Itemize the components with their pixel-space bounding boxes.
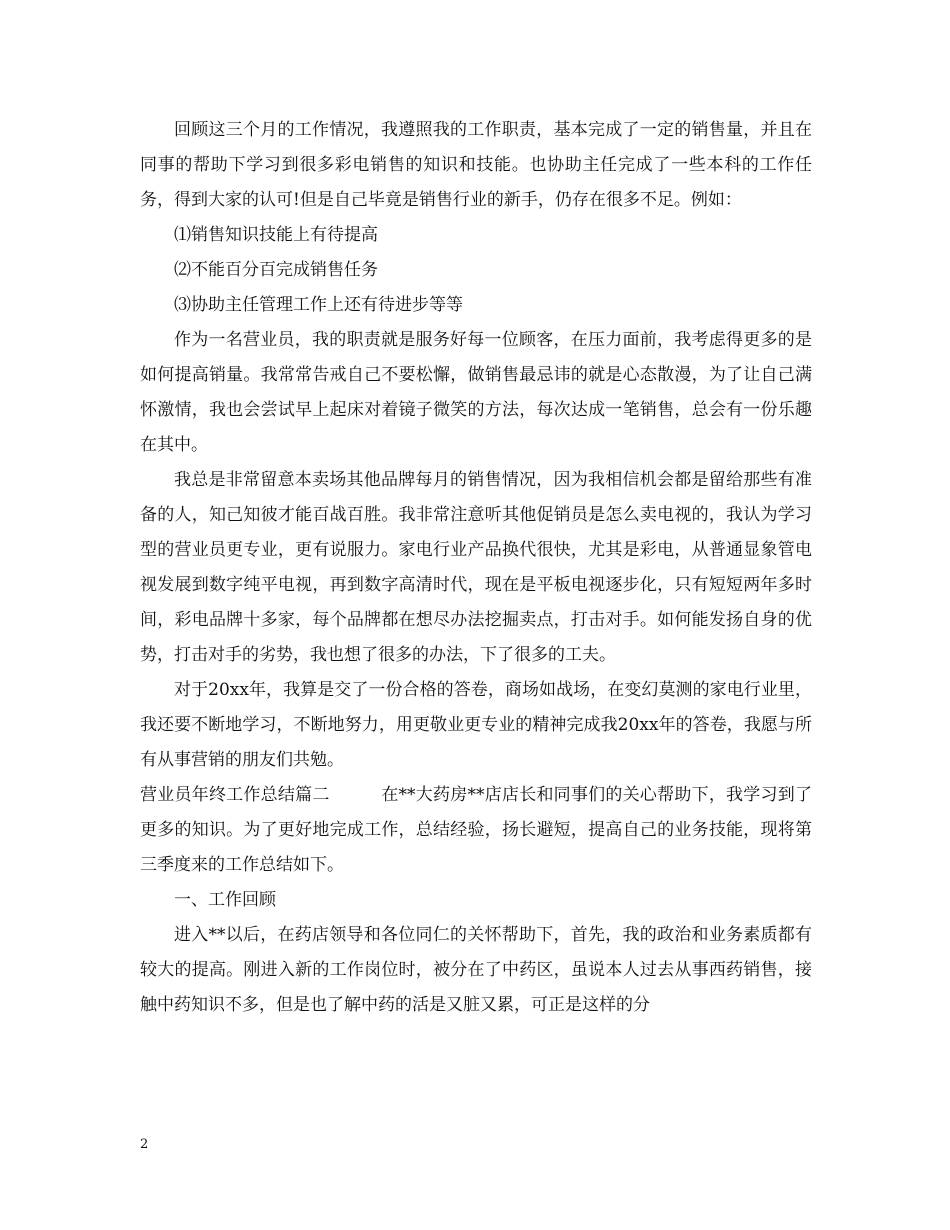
paragraph-conclusion: 对于20xx年，我算是交了一份合格的答卷，商场如战场，在变幻莫测的家电行业里，我还要不断地学习，不断地努力，用更敬业更专业的精神完成我20xx年的答卷，我愿与所有从事营销的朋友们共勉。 <box>140 680 812 770</box>
paragraph-duty: 作为一名营业员，我的职责就是服务好每一位顾客，在压力面前，我考虑得更多的是如何提高销量。我常常告戒自己不要松懈，做销售最忌讳的就是心态散漫，为了让自己满怀激情，我也会尝试早上起床对着镜子微笑的方法，每次达成一笔销售，总会有一份乐趣在其中。 <box>140 330 812 455</box>
document-body <box>140 113 812 1023</box>
paragraph-section-two: 营业员年终工作总结篇二 在**大药房**店店长和同事们的关心帮助下，我学习到了更多的知识。为了更好地完成工作，总结经验，扬长避短，提高自己的业务技能，现将第三季度来的工作总结如下。 <box>140 785 812 875</box>
list-item-1: ⑴销售知识技能上有待提高 <box>174 225 378 245</box>
list-item-2: ⑵不能百分百完成销售任务 <box>174 260 378 280</box>
list-item-3: ⑶协助主任管理工作上还有待进步等等 <box>174 295 463 315</box>
page-number: 2 <box>140 1137 149 1152</box>
paragraph-work-review: 进入**以后，在药店领导和各位同仁的关怀帮助下，首先，我的政治和业务素质都有较大的提高。刚进入新的工作岗位时，被分在了中药区，虽说本人过去从事西药销售，接触中药知识不多，但是也了解中药的活是又脏又累，可正是这样的分 <box>140 925 812 1015</box>
paragraph-review: 回顾这三个月的工作情况，我遵照我的工作职责，基本完成了一定的销售量，并且在同事的帮助下学习到很多彩电销售的知识和技能。也协助主任完成了一些本科的工作任务，得到大家的认可!但是自己毕竟是销售行业的新手，仍存在很多不足。例如： <box>140 120 812 210</box>
paragraph-market: 我总是非常留意本卖场其他品牌每月的销售情况，因为我相信机会都是留给那些有准备的人，知己知彼才能百战百胜。我非常注意听其他促销员是怎么卖电视的，我认为学习型的营业员更专业，更有说服力。家电行业产品换代很快，尤其是彩电，从普通显象管电视发展到数字纯平电视，再到数字高清时代，现在是平板电视逐步化，只有短短两年多时间，彩电品牌十多家，每个品牌都在想尽办法挖掘卖点，打击对手。如何能发扬自身的优势，打击对手的劣势，我也想了很多的办法，下了很多的工夫。 <box>140 470 812 665</box>
section-heading: 一、工作回顾 <box>174 890 276 910</box>
